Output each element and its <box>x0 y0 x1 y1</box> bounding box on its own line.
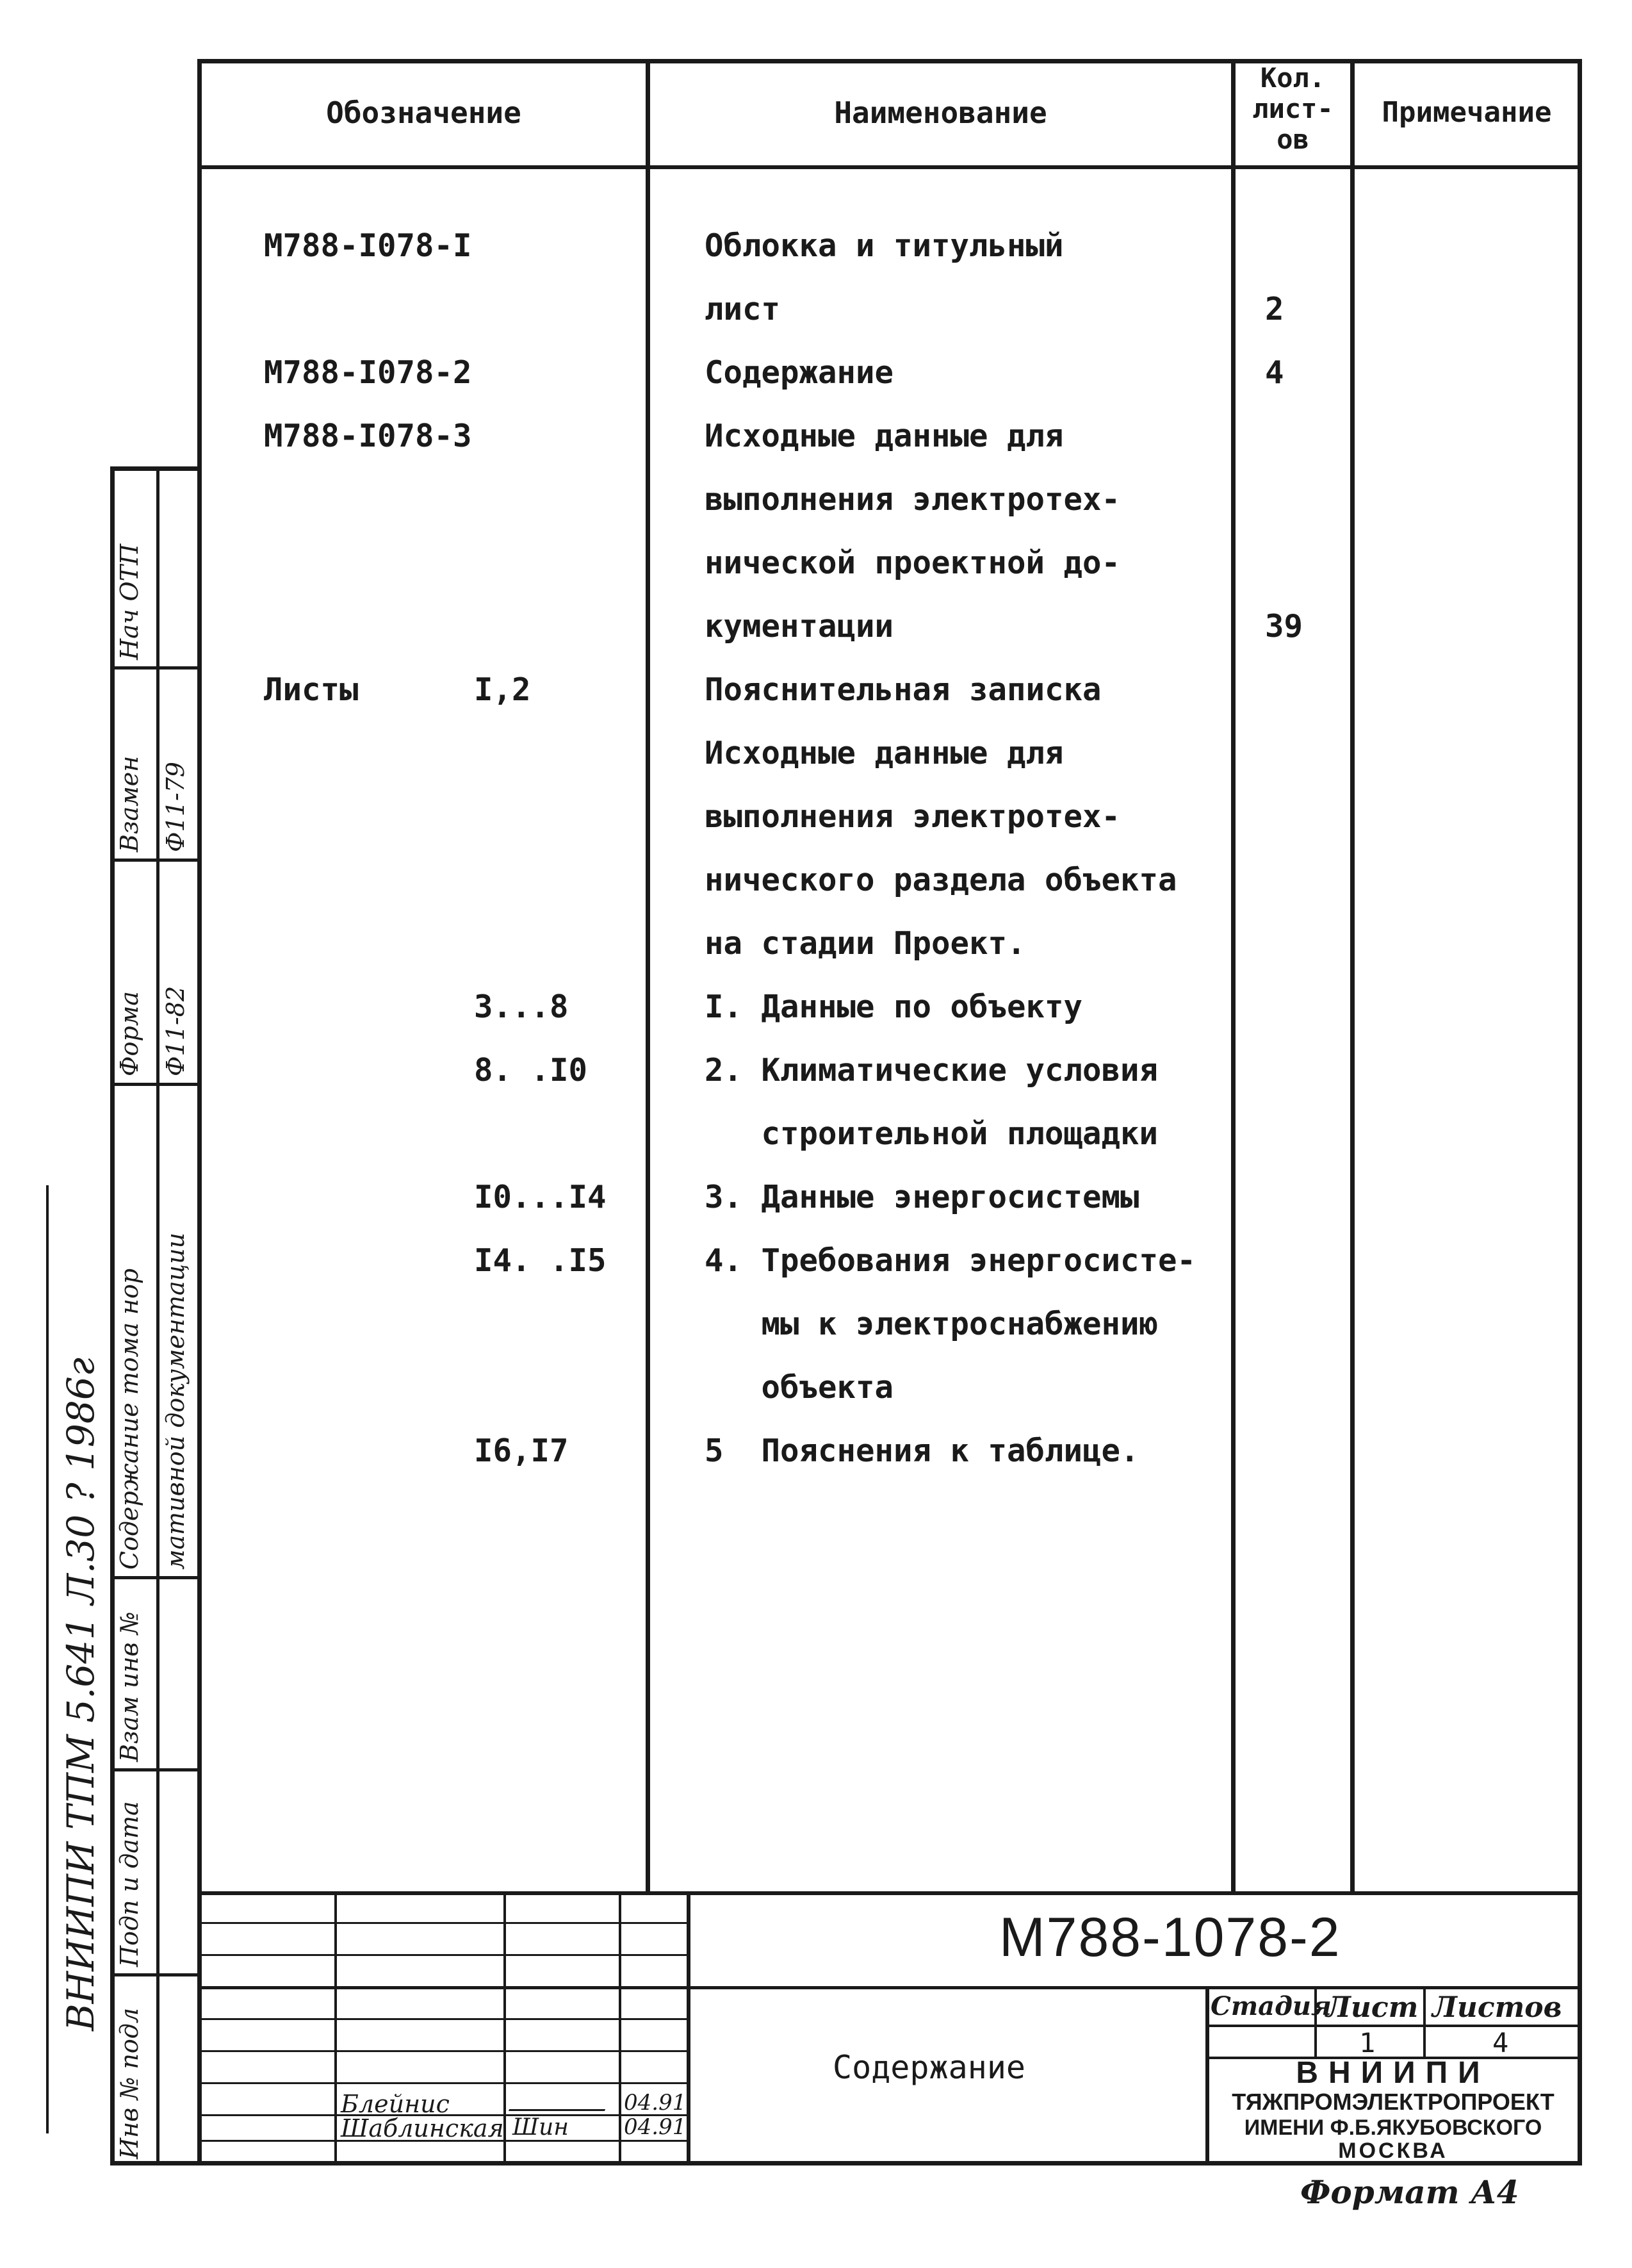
side-h5 <box>110 1768 200 1771</box>
side-h2 <box>110 859 200 862</box>
row-name: 2. Климатические условия <box>705 1052 1159 1089</box>
org-name-1: ВНИИПИ <box>1296 2056 1490 2090</box>
side-h4 <box>110 1576 200 1579</box>
side-label-f11-79: Ф11-79 <box>161 761 190 852</box>
row-sheets: 3...8 <box>474 989 569 1025</box>
doc-title: Содержание <box>833 2049 1026 2086</box>
side-label-nach-otp: Нач ОТП <box>115 543 143 660</box>
row-name: выполнения электротех- <box>705 481 1121 518</box>
row-code: Листы <box>264 671 359 708</box>
stage-v2 <box>1423 1986 1426 2058</box>
row-name: 4. Требования энергосисте- <box>705 1242 1196 1279</box>
side-divider <box>156 466 159 2165</box>
tb-mid-rule <box>197 1986 1582 1989</box>
header-bottom-rule <box>197 165 1582 169</box>
side-label-contents-2: мативной документации <box>161 1232 190 1570</box>
row-sheets: I0...I4 <box>474 1179 607 1215</box>
row-name: 5 Пояснения к таблице. <box>705 1433 1139 1469</box>
row-qty: 2 <box>1265 291 1284 327</box>
tb-left-sep <box>687 1891 690 2165</box>
row-name: строительной площадки <box>705 1115 1159 1152</box>
signer-1-name: Блейнис <box>341 2090 450 2118</box>
stage-h1 <box>1205 2025 1582 2027</box>
tb-grid-v3 <box>619 1891 621 2165</box>
side-h1 <box>110 666 200 670</box>
signer-2-date: 04.91 <box>624 2114 687 2140</box>
header-primechanie: Примечание <box>1382 96 1552 129</box>
signer-1-date: 04.91 <box>624 2090 687 2116</box>
tb-right-sep <box>1205 1986 1209 2165</box>
side-h6 <box>110 1973 200 1976</box>
format-label: Формат А4 <box>1300 2173 1519 2211</box>
tb-grid-h2 <box>197 1954 687 1956</box>
org-city: МОСКВА <box>1338 2139 1448 2163</box>
doc-code: М788-1078-2 <box>999 1907 1341 1968</box>
tb-top-rule <box>197 1891 1582 1895</box>
handwritten-margin-line <box>46 1185 49 2133</box>
side-label-vzamen: Взамен <box>115 755 143 852</box>
side-label-podp-data: Подп и дата <box>115 1801 143 1967</box>
signer-2-name: Шаблинская <box>341 2114 504 2142</box>
org-name-2: ТЯЖПРОМЭЛЕКТРОПРОЕКТ <box>1232 2089 1554 2115</box>
row-name: мы к электроснабжению <box>705 1306 1159 1342</box>
row-name: нической проектной до- <box>705 545 1121 581</box>
stage-label: Стадия <box>1211 1991 1332 2021</box>
col-divider-2 <box>1231 59 1236 1891</box>
sheet-label: Лист <box>1326 1991 1419 2024</box>
side-label-contents-1: Содержание тома нор <box>115 1268 143 1570</box>
row-name: выполнения электротех- <box>705 798 1121 835</box>
row-name: лист <box>705 291 781 327</box>
row-name: 3. Данные энергосистемы <box>705 1179 1139 1215</box>
sheets-label: Листов <box>1432 1991 1562 2024</box>
tb-grid-v1 <box>334 1891 337 2165</box>
row-name: Пояснительная записка <box>705 671 1102 708</box>
header-kol-listov: Кол. лист- ов <box>1252 62 1334 155</box>
header-oboznachenie: Обозначение <box>326 95 521 130</box>
row-sheets: I,2 <box>474 671 531 708</box>
side-label-inv-podl: Инв № подл <box>115 2007 143 2159</box>
signer-2-signature: Шин <box>512 2114 569 2141</box>
col-divider-1 <box>646 59 650 1891</box>
row-sheets: 8. .I0 <box>474 1052 588 1089</box>
sheets-value: 4 <box>1492 2027 1509 2058</box>
row-sheets: I6,I7 <box>474 1433 569 1469</box>
side-label-forma: Форма <box>115 991 143 1076</box>
signature-mark-1 <box>509 2090 612 2111</box>
sheet-value: 1 <box>1359 2027 1376 2058</box>
col-divider-3 <box>1350 59 1355 1891</box>
row-name: нического раздела объекта <box>705 862 1177 898</box>
side-label-f11-82: Ф11-82 <box>161 985 190 1076</box>
side-label-vzam-inv: Взам инв № <box>115 1611 143 1762</box>
row-name: Содержание <box>705 354 894 391</box>
row-sheets: I4. .I5 <box>474 1242 607 1279</box>
row-code: М788-I078-2 <box>264 354 472 391</box>
row-code: М788-I078-3 <box>264 418 472 454</box>
row-name: Исходные данные для <box>705 418 1064 454</box>
row-name: объекта <box>705 1369 894 1406</box>
tb-grid-h5 <box>197 2082 687 2084</box>
row-name: на стадии Проект. <box>705 925 1026 962</box>
row-qty: 4 <box>1265 354 1284 391</box>
row-name: I. Данные по объекту <box>705 989 1083 1025</box>
tb-grid-h1 <box>197 1922 687 1924</box>
org-name-3: ИМЕНИ Ф.Б.ЯКУБОВСКОГО <box>1244 2116 1542 2140</box>
tb-grid-h4 <box>197 2050 687 2052</box>
row-name: кументации <box>705 608 894 645</box>
row-name: Исходные данные для <box>705 735 1064 771</box>
handwritten-note: ВНИИПИ ТПМ 5.641 Л.30 ? 1986г <box>59 1357 102 2031</box>
row-qty: 39 <box>1265 608 1303 645</box>
row-name: Облокка и титульный <box>705 227 1064 264</box>
row-code: М788-I078-I <box>264 227 472 264</box>
header-naimenovanie: Наименование <box>834 95 1047 130</box>
side-h3 <box>110 1083 200 1086</box>
tb-grid-h3 <box>197 2018 687 2020</box>
